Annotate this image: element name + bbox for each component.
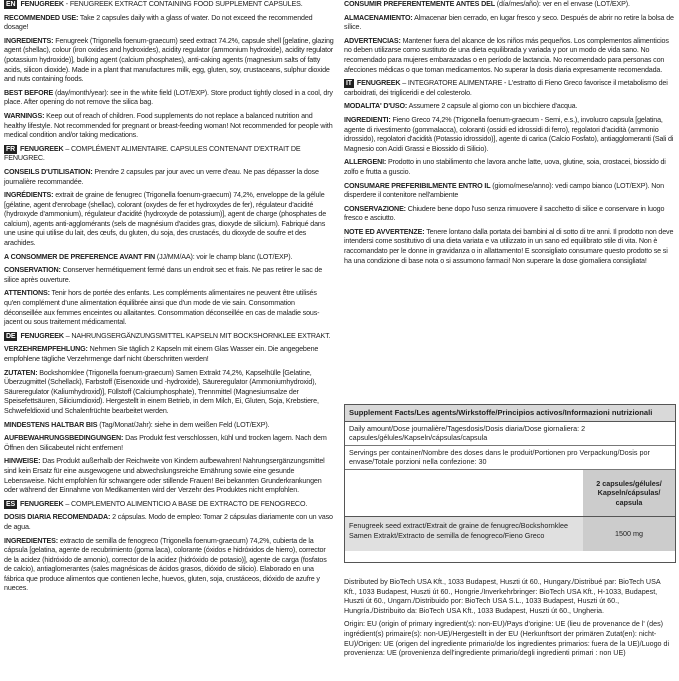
use-heading-fr: CONSEILS D'UTILISATION: [4,167,93,176]
ingredients-text-fr: extrait de graine de fenugrec (Trigonella foenum-graecum) 74,2%, enveloppe de la gélule [gélatine, agent d'enrobage (shellac), colorant (oxydes de fer et hydroxydes de fer), régulateur d'acidité (hydroxyde d'ammonium), régulateur d'acidité (hydroxyde de potassium)], agent de charge (phosphates de calcium), agents anti-agglomérants (sels de magnésium d'acides gras, dioxyde de silicium). Fabriqué dans une usine qui utilise du lait, des œufs, du gluten, du soja, des crustacés, du dioxyde de soufre et des arachides. [4,191,327,248]
distributor-text: Distributed by BioTech USA Kft., 1033 Budapest, Huszti út 60., Hungary./Distribué par: BioTech USA Kft., 1033 Budapest, Huszti út 60., Hongrie./Inverkehrbringer: BioTech USA Kft., H-1033, Budapest, Huszti út 60., Ungarn./Distribuido por: BioTech USA S.L., 1033 Budapest, Huszti út 60., Hungría./Distribuito da: BioTech USA Kft., 1033 Budapest, Huszti út 60., Ungheria. [344,578,661,615]
warnings-text-es: Mantener fuera del alcance de los niños más pequeños. Los complementos alimenticios no deben utilizarse como sustituto de una dieta equilibrada y variada y por un modo de vida sano. No recomendado para mujeres embarazadas o en período de lactancia. No recomendado para personas con afecciones médicas o que toman medicamentos. No superar la dosis diaria expresamente recomendada. [344,36,669,74]
servings-per-container: Servings per container/Nombre des doses dans le produit/Portionen pro Verpackung/Dosis por envase/Totale porzioni nella confezione: 30 [345,446,675,470]
facts-column-header [345,470,675,517]
best-before-text-de: (Tag/Monat/Jahr): siehe in dem weißen Feld (LOT/EXP). [99,420,270,429]
lang-badge-de: DE [6,332,16,340]
right-column [344,0,674,270]
warnings-heading-it: NOTE ED AVVERTENZE: [344,227,425,236]
warnings-text-it: Tenere lontano dalla portata dei bambini al di sotto di tre anni. Il prodotto non deve intendersi come sostitutivo di una dieta variata e va utilizzato in un sano ed equilibrato stile di vita. Non è raccomandato per le donne in gravidanza o in allattamento! E sconsigliato consumare questo prodotto se si ha una condizione di base nota o si assumono farmaci! Non superare la dose giornaliera consigliata! [344,227,674,265]
warnings-heading-es: ADVERTENCIAS: [344,36,401,45]
section-de [4,332,334,496]
storage-text-it: Chiudere bene dopo l'uso senza rimuovere il sacchetto di silice e conservare in luogo fresco e asciutto. [344,204,665,223]
subtitle-es: – COMPLEMENTO ALIMENTICIO A BASE DE EXTRACTO DE FENOGRECO. [65,499,308,508]
warnings-heading-en: WARNINGS: [4,111,45,120]
storage-heading-fr: CONSERVATION: [4,266,61,275]
storage-heading-it: CONSERVAZIONE: [344,204,406,213]
use-text-en: Take 2 capsules daily with a glass of water. Do not exceed the recommended dosage! [4,13,313,32]
ingredients-text-en: Fenugreek (Trigonella foenum-graecum) seed extract 74.2%, capsule shell [gelatine, glazing agent (shellac), colour (iron oxides and hydroxides), acidity regulator (ammonium hydroxide), acidity regulator (potassium hydroxide)], bulking agent (calcium phosphates), anti-caking agents (magnesium salts of fatty acids, silicon dioxide). Made in a plant that manufactures milk, egg, gluten, soy, crustaceans, sulphur dioxide and nuts containing foods. [4,36,334,84]
subtitle-de: – NAHRUNGSERGÄNZUNGSMITTEL KAPSELN MIT BOCKSHORNKLEE EXTRAKT. [65,331,331,340]
use-text-fr: Prendre 2 capsules par jour avec un verre d'eau. Ne pas dépasser la dose journalière recommandée. [4,167,319,186]
use-heading-it: MODALITA' D'USO: [344,102,408,111]
ingredients-text-it: Fieno Greco 74,2% (Trigonella foenum-graecum - Semi, e.s.), involucro capsula [gelatina, agente di rivestimento (gommalacca), coloranti (ossidi ed idrossidi di ferro), regolatori d'acidità (ammonio idrossido), regolatori d'acidità (Potassio idrossido)], agente di carica (Calcio Fosfato), antiagglomeranti (Sali di Magnesio con Acidi Grassi e Biossido di Silicio). [344,115,674,153]
best-before-text-es: (día/mes/año): ver en el envase (LOT/EXP). [496,0,630,8]
storage-heading-es: ALMACENAMIENTO: [344,13,413,22]
lang-badge-en: EN [6,1,16,8]
best-before-heading-it: CONSUMARE PREFERIBILMENTE ENTRO IL [344,181,491,190]
ingredients-heading-de: ZUTATEN: [4,368,38,377]
allergens-heading-it: ALLERGENI: [344,158,387,167]
best-before-heading-es: CONSUMIR PREFERENTEMENTE ANTES DEL [344,0,495,8]
best-before-heading-fr: A CONSOMMER DE PREFERENCE AVANT FIN [4,252,156,261]
ingredients-text-es: extracto de semilla de fenogreco (Trigonella foenum-graecum) 74,2%, cubierta de la cápsula [gelatina, agente de recubrimiento (goma laca), colorante (óxidos e hidróxidos de hierro), corrector de la acidez (hidróxido de amonio), corrector de la acidez (hidróxido de potasio)], agente de carga (fosfatos de calcio), antiaglomerantes (sales magnésicas de ácidos grasos, dióxido de silicio). Elaborado en una fábrica que produce alimentos que contienen leche, huevos, gluten, soja, crustáceos, dióxido de azufre y nueces. [4,536,327,593]
section-es-start [4,500,334,594]
storage-text-de: Das Produkt fest verschlossen, kühl und trocken lagern. Nach dem Öffnen den Silicabeutel nicht entfernen! [4,434,327,452]
ingredients-heading-en: INGREDIENTS: [4,36,54,45]
section-es-cont [344,0,674,75]
section-it [344,79,674,266]
best-before-heading-en: BEST BEFORE [4,88,54,97]
lang-badge-it: IT [346,80,352,88]
facts-column-label: 2 capsules/gélules/ Kapseln/cápsulas/ capsula [583,470,675,516]
warnings-text-en: Keep out of reach of children. Food supplements do not replace a balanced nutrition and healthy lifestyle. Not recommended for pregnant or breast-feeding woman! Not recommended for people with medical condition and/or taking medications. [4,111,333,140]
facts-ingredient-row [345,517,675,551]
best-before-text-it: (giorno/mese/anno): vedi campo bianco (LOT/EXP). Non disperdere il contenitore nell'ambiente [344,181,664,200]
ingredients-heading-it: INGREDIENTI: [344,115,391,124]
use-text-de: Nehmen Sie täglich 2 Kapseln mit einem Glas Wasser ein. Die angegebene empfohlene tägliche Verzehrmenge darf nicht überschritten werden! [4,345,319,363]
supplement-facts-title: Supplement Facts/Les agents/Wirkstoffe/Principios activos/Informazioni nutrizionali [345,405,675,422]
use-heading-de: VERZEHREMPFEHLUNG: [4,345,88,354]
section-fr [4,145,334,328]
warnings-heading-fr: ATTENTIONS: [4,289,50,298]
subtitle-fr: – COMPLÉMENT ALIMENTAIRE. CAPSULES CONTENANT D'EXTRAIT DE FENUGREC. [4,144,301,163]
title-es: FENUGREEK [20,499,64,508]
ingredients-heading-es: INGREDIENTES: [4,536,58,545]
subtitle-en: - FENUGREEK EXTRACT CONTAINING FOOD SUPPLEMENT CAPSULES. [65,0,303,8]
lang-badge-fr: FR [6,145,16,153]
daily-amount: Daily amount/Dose journalière/Tagesdosis/Dosis diaria/Dose giornaliera: 2 capsules/gélules/Kapseln/cápsulas/capsula [345,422,675,446]
use-text-it: Assumere 2 capsule al giorno con un bicchiere d'acqua. [408,102,578,111]
use-heading-en: RECOMMENDED USE: [4,13,79,22]
warnings-text-fr: Tenir hors de portée des enfants. Les compléments alimentaires ne peuvent être utilisés qu'en complément d'une alimentation équilibrée ainsi que d'un mode de vie sain. Consommation déconseillée aux femmes enceintes ou allaitantes. Consommation déconseillée en cas de maladie sous-jacent ou sous traitement médicamental. [4,289,320,327]
subtitle-it: – INTEGRATORE ALIMENTARE - L'estratto di Fieno Greco favorisce il metabolismo dei carboidrati, dei trigliceridi e del colesterolo. [344,79,668,97]
lang-badge-es: ES [6,500,16,508]
warnings-heading-de: HINWEISE: [4,457,41,466]
title-fr: FENUGREEK [20,144,64,153]
title-en: FENUGREEK [20,0,64,8]
storage-text-es: Almacenar bien cerrado, en lugar fresco y seco. Después de abrir no retire la bolsa de sílice. [344,13,674,32]
supplement-facts-box [344,404,676,563]
best-before-text-en: (day/month/year): see in the white field (LOT/EXP). Store product tightly closed in a cool, dry place. After opening do not remove the silica bag. [4,88,333,107]
facts-ingredient-amount: 1500 mg [583,517,675,551]
storage-heading-de: AUFBEWAHRUNGSBEDINGUNGEN: [4,434,124,443]
title-it: FENUGREEK [356,79,401,88]
allergens-text-it: Prodotto in uno stabilimento che lavora anche latte, uova, glutine, soia, crostacei, biossido di zolfo e frutta a guscio. [344,158,666,176]
ingredients-text-de: Bockshornklee (Trigonella foenum-graecum) Samen Extrakt 74,2%, Kapselhülle [Gelatine, Überzugmittel (Schellack), Farbstoff (Eisenoxide und -hydroxide), Säureregulator (Ammoniumhydroxid), Säureregulator (Kaliumhydroxid)], Füllstoff (Calciumphosphate), Trennmittel (Magnesiumsalze der Speisefettsäuren, Siliciumdioxid). Hergestellt in einem Betrieb, in dem Milch, Ei, Gluten, Soja, Krebstiere, Schwefeldioxid und Schalenfrüchte bearbeitet werden. [4,368,319,415]
ingredients-heading-fr: INGRÉDIENTS: [4,191,54,200]
left-column [4,0,334,598]
warnings-text-de: Das Produkt außerhalb der Reichweite von Kindern aufbewahren! Nahrungsergänzungsmittel sind kein Ersatz für eine ausgewogene und abwechslungsreiche Ernährung sowie eine gesunde Lebensweise. Nicht empfohlen für schwangere oder stillende Frauen! Bei bekannten Grunderkrankungen oder während der Einnahme von Medikamenten wird der Verzehr des Produktes nicht empfohlen. [4,457,325,495]
origin-text: Origin: EU (origin of primary ingredient(s): non-EU)/Pays d'origine: UE (lieu de provenance de l' (des) ingrédient(s) primaire(s): non-UE)/Hergestellt in der EU (Herkunftsort der primären Zutat(en): nicht-EU)/Origen: UE (origen del ingrediente primario/de los ingredientes primarios: fuera de la UE)/Luogo di provenienza: UE (provenienza dell'ingrediente primario/degli ingredienti primari : non UE) [344,620,670,658]
section-en [4,0,334,141]
use-heading-es: DOSIS DIARIA RECOMENDADA: [4,513,111,522]
use-text-es: 2 cápsulas. Modo de empleo: Tomar 2 cápsulas diariamente con un vaso de agua. [4,513,333,531]
best-before-text-fr: (JJ/MM/AA): voir le champ blanc (LOT/EXP). [156,252,293,261]
facts-ingredient-name: Fenugreek seed extract/Extrait de graine de fenugrec/Bockshornklee Samen Extrakt/Extracto de semilla de fenogreco/Fieno Greco [349,520,568,540]
title-de: FENUGREEK [20,331,64,340]
footer [344,578,674,663]
storage-text-fr: Conserver hermétiquement fermé dans un endroit sec et frais. Ne pas retirer le sac de silice après ouverture. [4,266,323,284]
best-before-heading-de: MINDESTENS HALTBAR BIS [4,420,98,429]
